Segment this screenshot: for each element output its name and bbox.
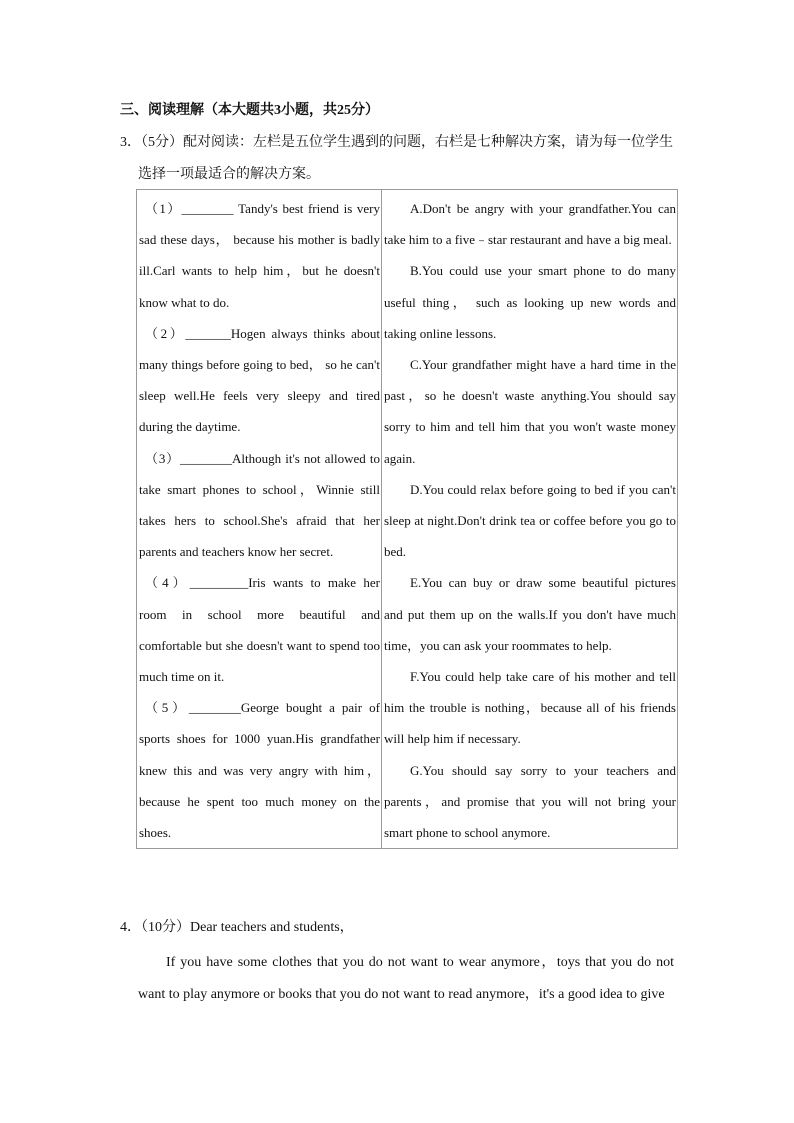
- solution-c: C.Your grandfather might have a hard time in the past，so he doesn't waste anything.You should say sorry to him and tell him that you won't waste money again.: [384, 357, 676, 466]
- matching-table: [136, 189, 678, 849]
- problems-column: [137, 190, 382, 849]
- question-4-heading: 4．（10分）Dear teachers and students，: [120, 920, 354, 935]
- question-3-prompt: 3．（5分）配对阅读：左栏是五位学生遇到的问题，右栏是七种解决方案，请为每一位学生: [120, 135, 673, 150]
- solution-e: E.You can buy or draw some beautiful pictures and put them up on the walls.If you don't have much time，you can ask your roommates to help.: [384, 575, 676, 653]
- section-title: 三、阅读理解（本大题共3小题，共25分）: [120, 103, 379, 118]
- problem-2: （2）_______Hogen always thinks about many things before going to bed， so he can't sleep well.He feels very sleepy and tired during the daytime.: [139, 325, 380, 435]
- solution-b: B.You could use your smart phone to do many useful thing， such as looking up new words and taking online lessons.: [384, 263, 676, 341]
- problem-3: （3）________Although it's not allowed to take smart phones to school，Winnie still takes hers to school.She's afraid that her parents and teachers know her secret.: [139, 450, 380, 560]
- question-3-prompt-continued: 选择一项最适合的解决方案。: [138, 167, 320, 182]
- solution-a: A.Don't be angry with your grandfather.You can take him to a five﹣star restaurant and have a big meal.: [384, 201, 676, 248]
- problem-4: （4）_________Iris wants to make her room in school more beautiful and comfortable but she doesn't want to spend too much time on it.: [139, 575, 380, 685]
- solution-g: G.You should say sorry to your teachers and parents，and promise that you will not bring your smart phone to school anymore.: [384, 762, 676, 841]
- question-4-passage: If you have some clothes that you do not want to wear anymore，toys that you do not want to play anymore or books that you do not want to read anymore，it's a good idea to give: [138, 955, 674, 1002]
- problem-5: （5）________George bought a pair of sports shoes for 1000 yuan.His grandfather knew this and was very angry with him， because he spent too much money on the shoes.: [139, 700, 380, 841]
- problem-1: （1）________ Tandy's best friend is very sad these days， because his mother is badly ill.Carl wants to help him，but he doesn't know what to do.: [139, 201, 380, 310]
- solutions-column: [382, 190, 678, 849]
- solution-d: D.You could relax before going to bed if you can't sleep at night.Don't drink tea or coffee before you go to bed.: [384, 481, 676, 560]
- solution-f: F.You could help take care of his mother and tell him the trouble is nothing，because all of his friends will help him if necessary.: [384, 669, 676, 747]
